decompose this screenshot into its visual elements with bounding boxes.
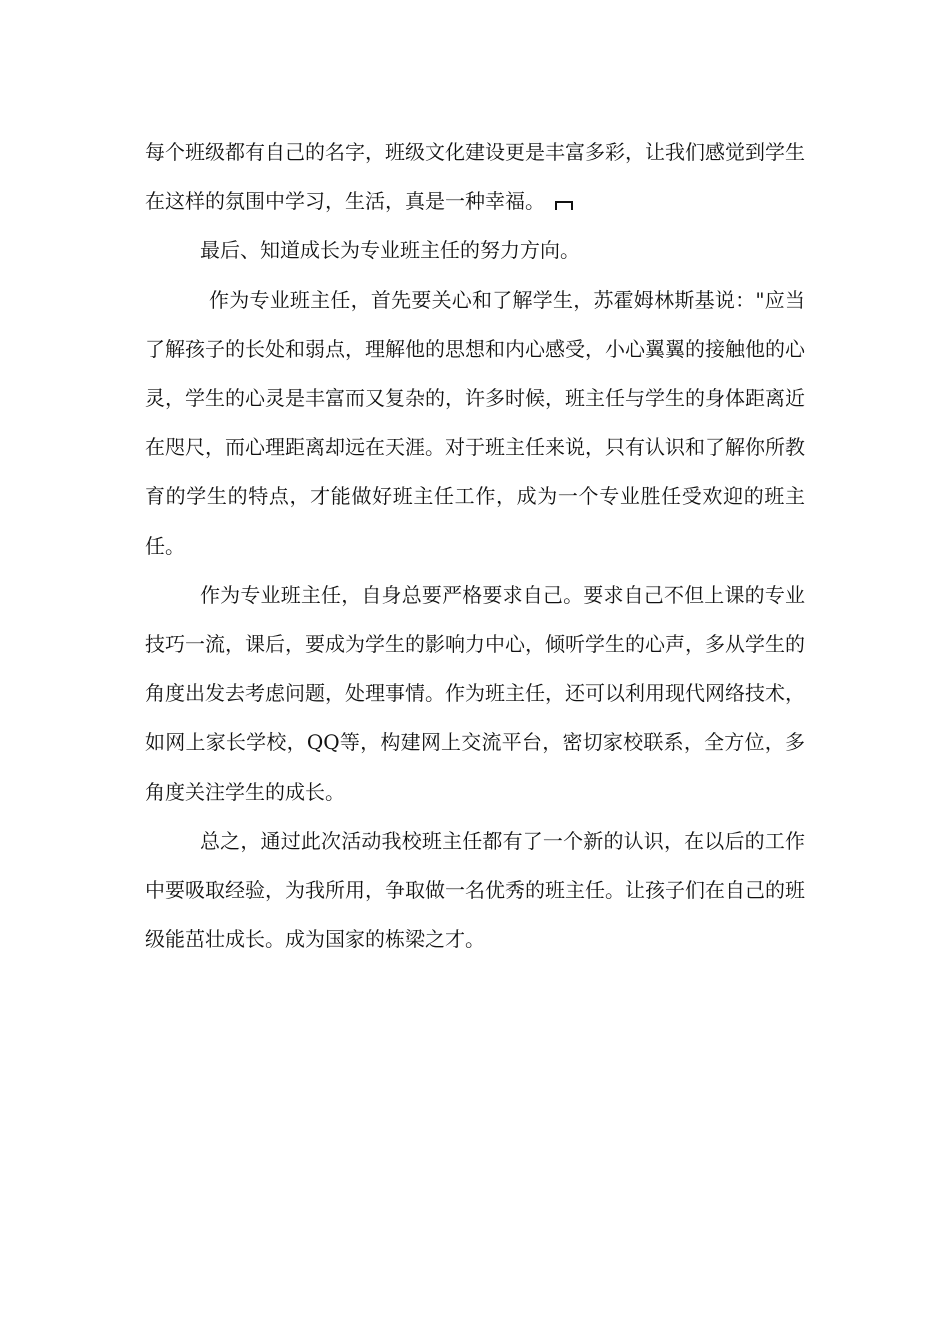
document-body (145, 128, 805, 964)
paragraph-3: 作为专业班主任，首先要关心和了解学生，苏霍姆林斯基说："应当了解孩子的长处和弱点，理解他的思想和内心感受，小心翼翼的接触他的心灵，学生的心灵是丰富而又复杂的，许多时候，班主任与学生的身体距离近在咫尺，而心理距离却远在天涯。对于班主任来说，只有认识和了解你所教育的学生的特点，才能做好班主任工作，成为一个专业胜任受欢迎的班主任。 (145, 287, 805, 558)
paragraph-1 (145, 128, 805, 226)
paragraph-1-text: 每个班级都有自己的名字，班级文化建设更是丰富多彩，让我们感觉到学生在这样的氛围中学习，生活，真是一种幸福。 (145, 140, 805, 214)
paragraph-2: 最后、知道成长为专业班主任的努力方向。 (200, 238, 580, 263)
paragraph-end-mark-icon (555, 201, 573, 210)
paragraph-5: 总之，通过此次活动我校班主任都有了一个新的认识，在以后的工作中要吸取经验，为我所用，争取做一名优秀的班主任。让孩子们在自己的班级能茁壮成长。成为国家的栋梁之才。 (145, 828, 805, 952)
paragraph-4: 作为专业班主任，自身总要严格要求自己。要求自己不但上课的专业技巧一流，课后，要成为学生的影响力中心，倾听学生的心声，多从学生的角度出发去考虑问题，处理事情。作为班主任，还可以利用现代网络技术，如网上家长学校，QQ等，构建网上交流平台，密切家校联系，全方位，多角度关注学生的成长。 (145, 582, 805, 804)
